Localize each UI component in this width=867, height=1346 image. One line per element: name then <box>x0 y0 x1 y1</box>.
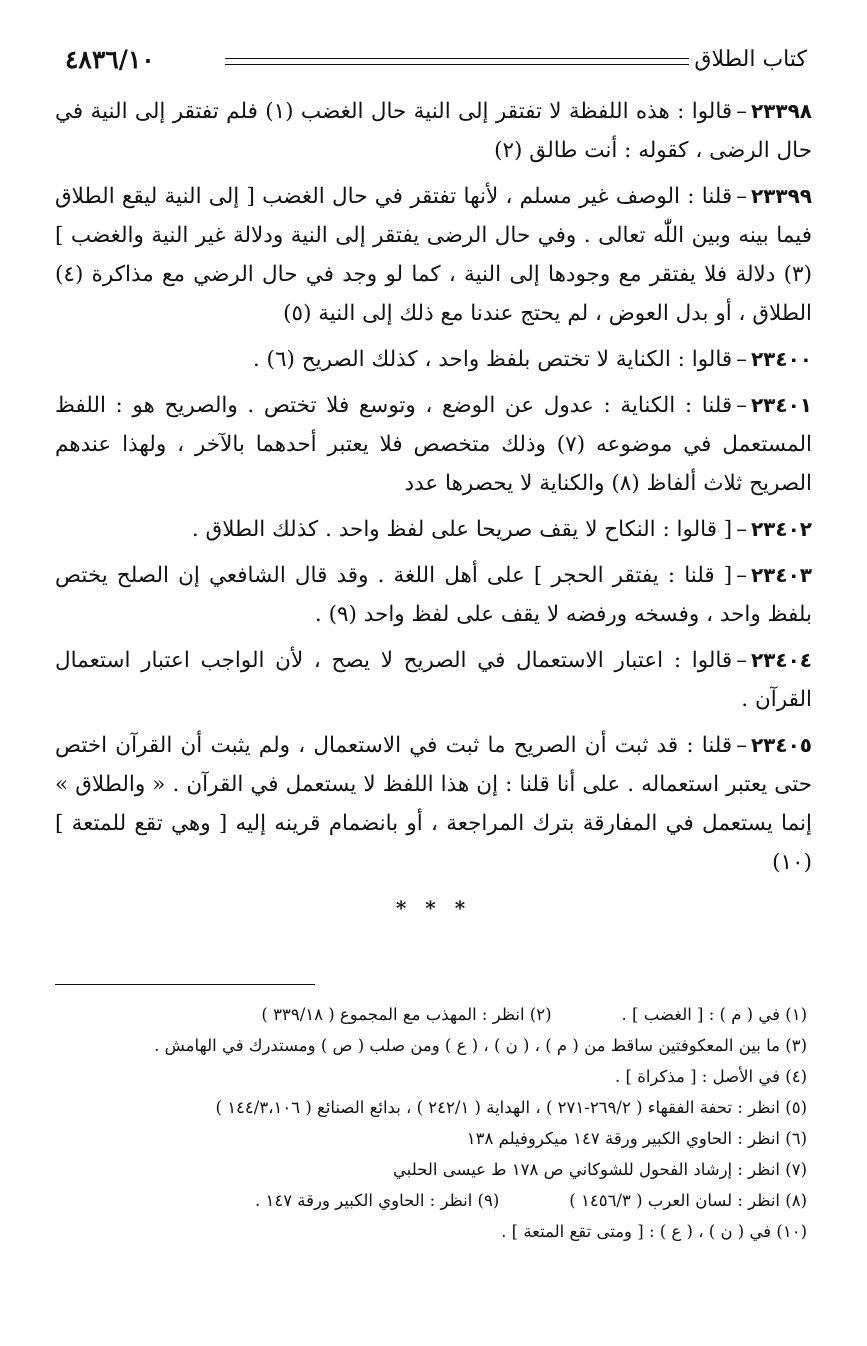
footnote: (٧) انظر : إرشاد الفحول للشوكاني ص ١٧٨ ط عيسى الحلبي <box>393 1160 807 1179</box>
paragraph-text: قلنا : الكناية : عدول عن الوضع ، وتوسع فلا تختص . والصريح هو : اللفظ المستعمل في موضوعه (٧) وذلك متخصص فلا يعتبر أحدهما بالآخر ، ولهذا عندهم الصريح ثلاث ألفاظ (٨) والكناية لا يحصرها عدد <box>55 393 812 496</box>
footnote: (١٠) في ( ن ) ، ( ع ) : [ ومتى تقع المتعة ] . <box>501 1222 807 1241</box>
paragraph-text: قلنا : قد ثبت أن الصريح ما ثبت في الاستعمال ، ولم يثبت أن القرآن اختص حتى يعتبر استعماله . على أنا قلنا : إن هذا اللفظ لا يستعمل في القرآن . « والطلاق » إنما يستعمل في المفارقة بترك المراجعة ، أو بانضمام قرينه إليه [ وهي تقع للمتعة ] (١٠) <box>55 733 812 875</box>
paragraph-number: ٢٣٤٠٥ <box>750 733 812 757</box>
footnote-line <box>55 1062 807 1092</box>
footnote: (٨) انظر : لسان العرب ( ١٤٥٦/٣ ) <box>569 1191 807 1210</box>
header-double-rule <box>225 58 689 65</box>
paragraph: ٢٣٤٠١–قلنا : الكناية : عدول عن الوضع ، وتوسع فلا تختص . والصريح هو : اللفظ المستعمل في موضوعه (٧) وذلك متخصص فلا يعتبر أحدهما بالآخر ، ولهذا عندهم الصريح ثلاث ألفاظ (٨) والكناية لا يحصرها عدد <box>55 393 812 496</box>
paragraph-number: ٢٣٣٩٨ <box>750 99 812 123</box>
page-reference: ٤٨٣٦/١٠ <box>65 45 155 74</box>
chapter-title: كتاب الطلاق <box>694 47 807 72</box>
footnote: (٥) انظر : تحفة الفقهاء ( ٢٦٩/٢-٢٧١ ) ، الهداية ( ٢٤٢/١ ) ، بدائع الصنائع ( ١٤٤/٣،١٠٦ ) <box>215 1098 807 1117</box>
paragraph-text: قلنا : الوصف غير مسلم ، لأنها تفتقر في حال الغضب [ إلى النية ليقع الطلاق فيما بينه وبين اللّٰه تعالى . وفي حال الرضى يفتقر إلى النية ودلالة غير النية والغضب ] (٣) دلالة فلا يفتقر مع وجودها إلى النية ، كما لو وجد في حال الرضي مع مذاكرة (٤) الطلاق ، أو بدل العوض ، لم يحتج عندنا مع ذلك إلى النية (٥) <box>55 184 812 326</box>
paragraph-number: ٢٣٤٠٠ <box>750 347 812 371</box>
footnote: (١) في ( م ) : [ الغضب ] . <box>621 1005 807 1024</box>
paragraph: ٢٣٤٠٢–[ قالوا : النكاح لا يقف صريحا على لفظ واحد . كذلك الطلاق . <box>191 517 812 542</box>
footnote: (٦) انظر : الحاوي الكبير ورقة ١٤٧ ميكروفيلم ١٣٨ <box>466 1129 807 1148</box>
footnote-line <box>55 1186 807 1216</box>
footnote: (٣) ما بين المعكوفتين ساقط من ( م ) ، ( ن ) ، ( ع ) ومن صلب ( ص ) ومستدرك في الهامش . <box>154 1036 807 1055</box>
footnote-line <box>55 1124 807 1154</box>
footnote: (٤) في الأصل : [ مذكراة ] . <box>615 1067 807 1086</box>
paragraph-number: ٢٣٤٠٤ <box>750 648 812 672</box>
paragraph-text: [ قلنا : يفتقر الحجر ] على أهل اللغة . وقد قال الشافعي إن الصلح يختص بلفظ واحد ، وفسخه ورفضه لا يقف على لفظ واحد (٩) . <box>55 563 812 627</box>
footnote: (٩) انظر : الحاوي الكبير ورقة ١٤٧ . <box>254 1191 500 1210</box>
paragraph-text: قالوا : اعتبار الاستعمال في الصريح لا يصح ، لأن الواجب اعتبار استعمال القرآن . <box>55 648 812 712</box>
paragraph-number: ٢٣٣٩٩ <box>750 184 812 208</box>
footnotes <box>55 1000 807 1248</box>
page-header <box>65 40 807 80</box>
paragraph: ٢٣٤٠٥–قلنا : قد ثبت أن الصريح ما ثبت في الاستعمال ، ولم يثبت أن القرآن اختص حتى يعتبر استعماله . على أنا قلنا : إن هذا اللفظ لا يستعمل في القرآن . « والطلاق » إنما يستعمل في المفارقة بترك المراجعة ، أو بانضمام قرينه إليه [ وهي تقع للمتعة ] (١٠) <box>55 733 812 875</box>
paragraph: ٢٣٣٩٩–قلنا : الوصف غير مسلم ، لأنها تفتقر في حال الغضب [ إلى النية ليقع الطلاق فيما بينه وبين اللّٰه تعالى . وفي حال الرضى يفتقر إلى النية ودلالة غير النية والغضب ] (٣) دلالة فلا يفتقر مع وجودها إلى النية ، كما لو وجد في حال الرضي مع مذاكرة (٤) الطلاق ، أو بدل العوض ، لم يحتج عندنا مع ذلك إلى النية (٥) <box>55 184 812 326</box>
paragraph-text: قالوا : الكناية لا تختص بلفظ واحد ، كذلك الصريح (٦) . <box>252 347 733 372</box>
paragraph: ٢٣٤٠٣–[ قلنا : يفتقر الحجر ] على أهل اللغة . وقد قال الشافعي إن الصلح يختص بلفظ واحد ، وفسخه ورفضه لا يقف على لفظ واحد (٩) . <box>55 563 812 627</box>
paragraph-number: ٢٣٤٠٢ <box>750 517 812 541</box>
paragraph-number: ٢٣٤٠٣ <box>750 563 812 587</box>
paragraph-number: ٢٣٤٠١ <box>750 393 812 417</box>
section-separator: * * * <box>395 896 472 920</box>
paragraph-text: قالوا : هذه اللفظة لا تفتقر إلى النية حال الغضب (١) فلم تفتقر إلى النية في حال الرضى ، كقوله : أنت طالق (٢) <box>55 99 812 163</box>
main-text <box>55 92 812 924</box>
footnote-line <box>55 1031 807 1061</box>
paragraph-text: [ قالوا : النكاح لا يقف صريحا على لفظ واحد . كذلك الطلاق . <box>191 517 733 542</box>
footnote: (٢) انظر : المهذب مع المجموع ( ٣٣٩/١٨ ) <box>261 1005 552 1024</box>
paragraph: ٢٣٣٩٨–قالوا : هذه اللفظة لا تفتقر إلى النية حال الغضب (١) فلم تفتقر إلى النية في حال الرضى ، كقوله : أنت طالق (٢) <box>55 99 812 163</box>
paragraph: ٢٣٤٠٤–قالوا : اعتبار الاستعمال في الصريح لا يصح ، لأن الواجب اعتبار استعمال القرآن . <box>55 648 812 712</box>
footnote-line <box>55 1217 807 1247</box>
paragraph: ٢٣٤٠٠–قالوا : الكناية لا تختص بلفظ واحد ، كذلك الصريح (٦) . <box>252 347 812 372</box>
footnote-divider <box>55 984 315 985</box>
footnote-line <box>55 1093 807 1123</box>
footnote-line <box>55 1155 807 1185</box>
footnote-line <box>55 1000 807 1030</box>
